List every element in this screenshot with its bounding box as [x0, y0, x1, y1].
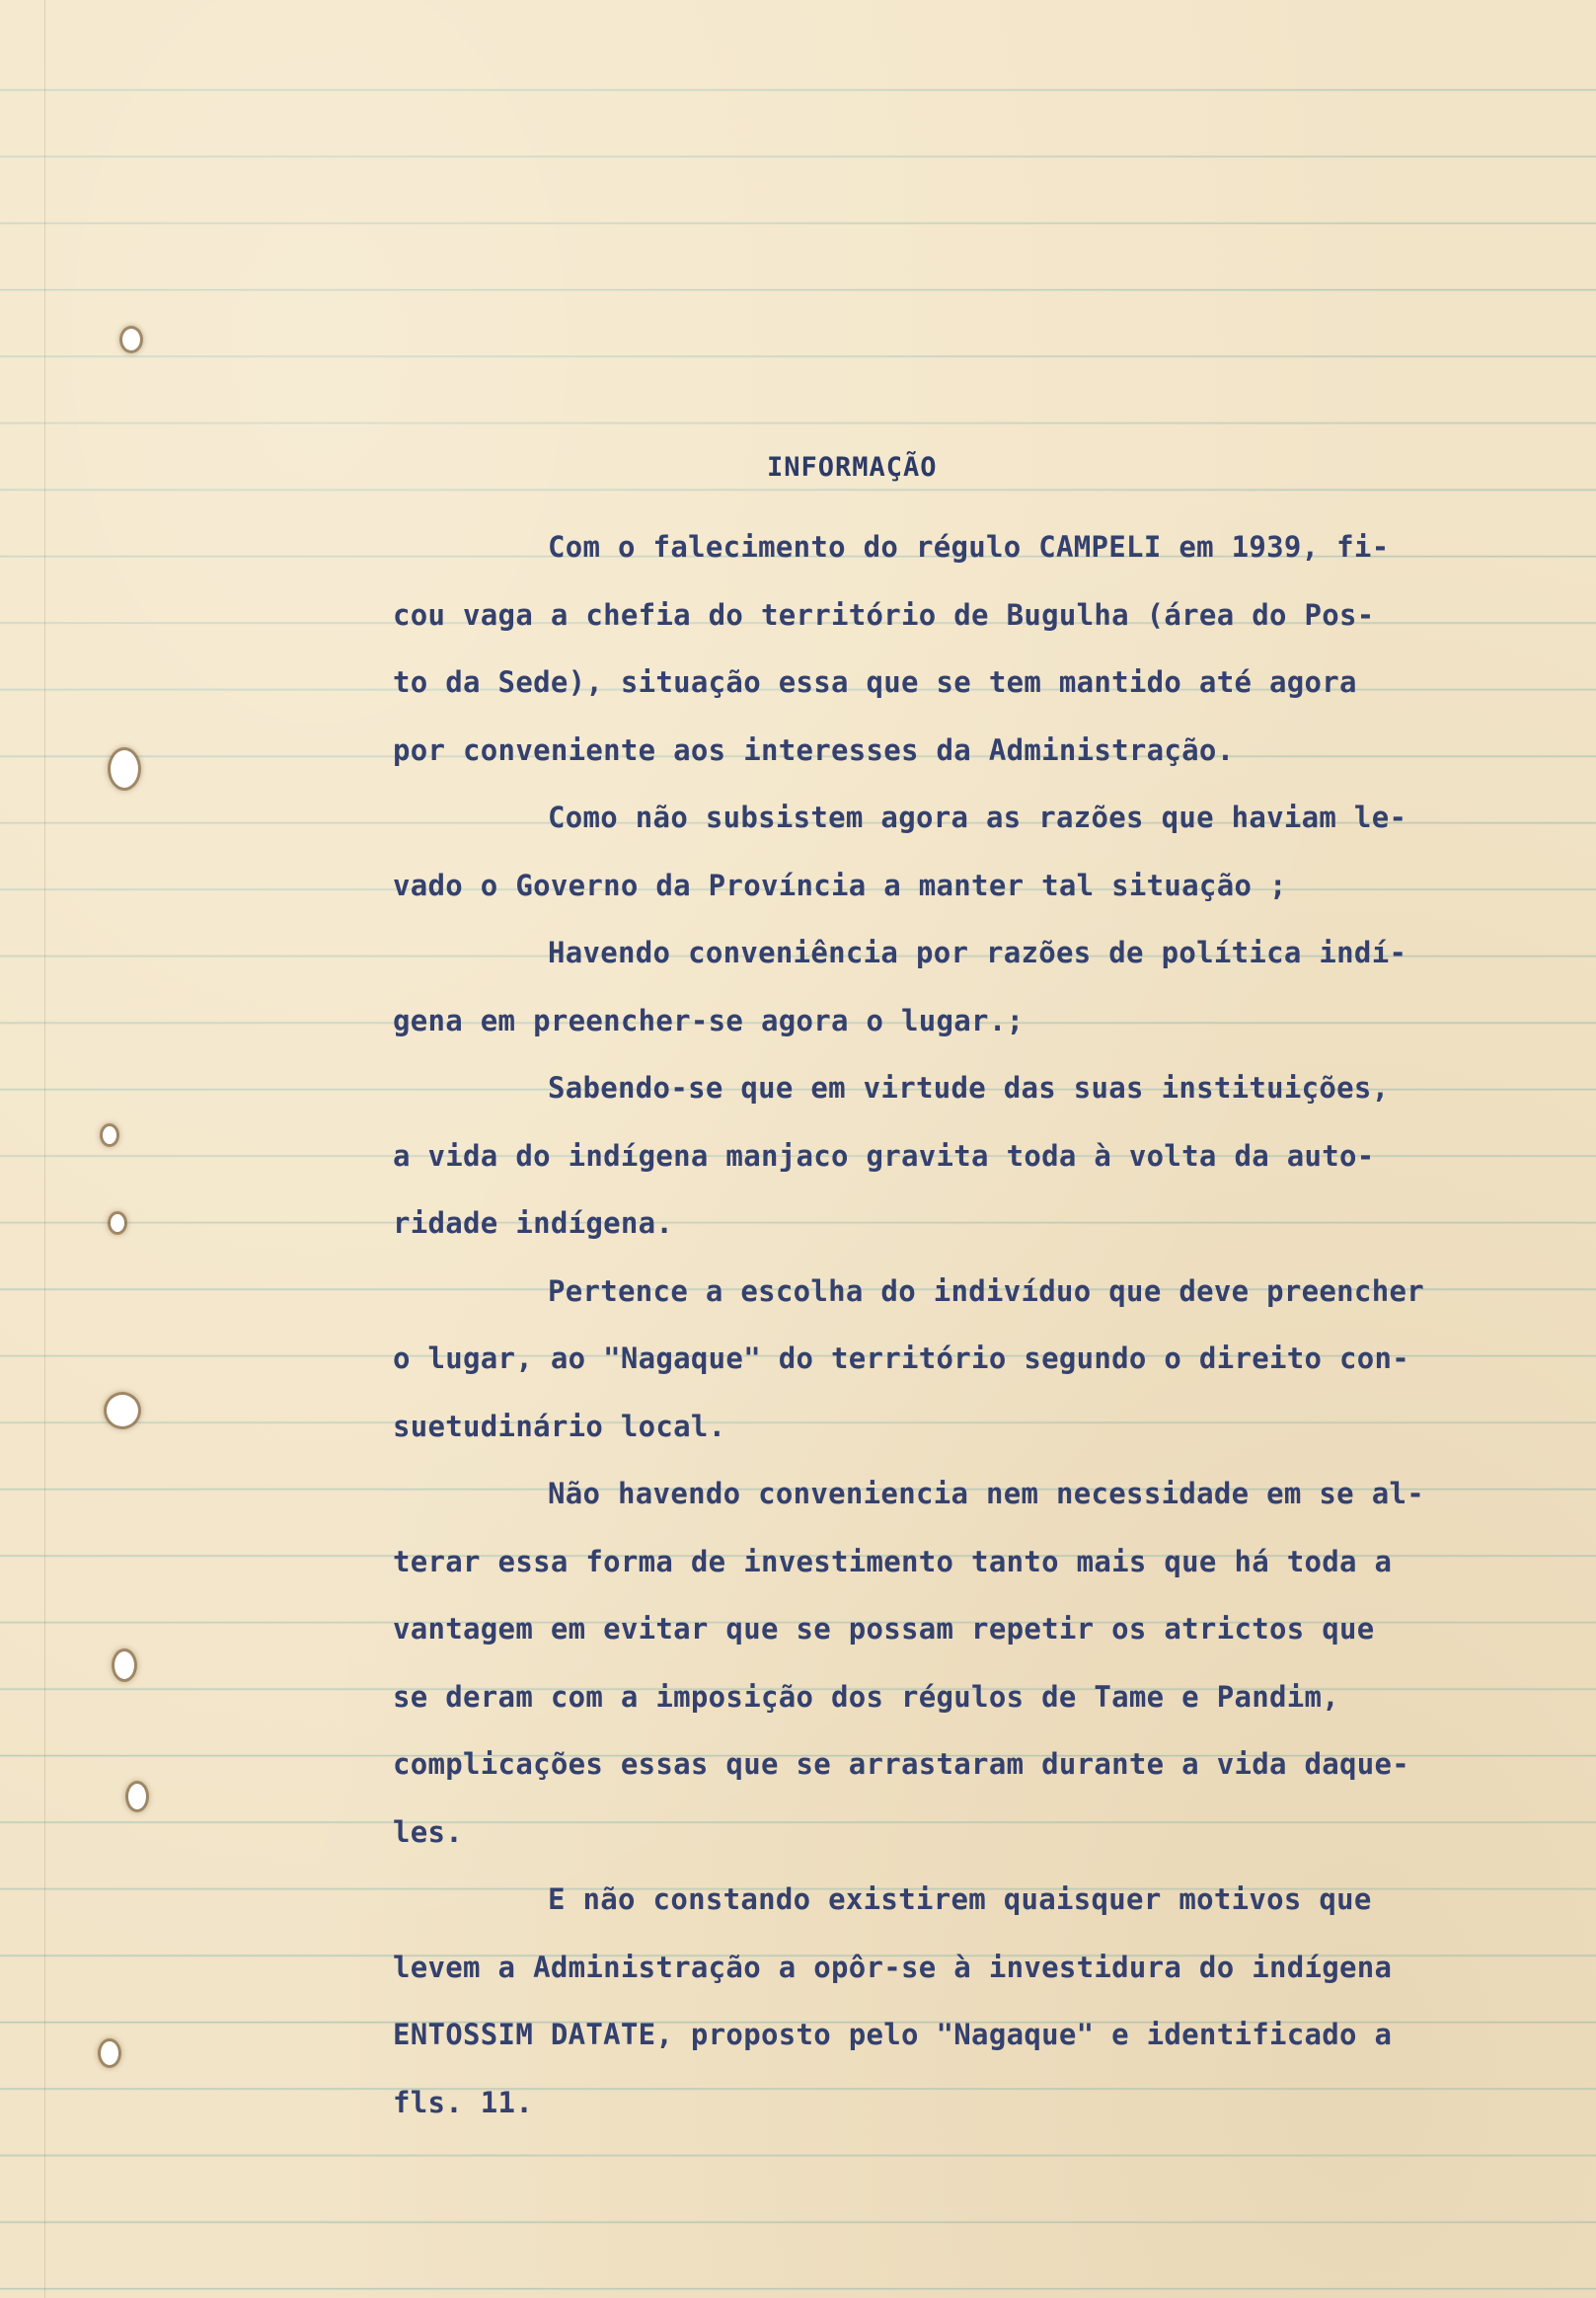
margin-line [44, 0, 45, 2298]
text-line: ridade indígena. [393, 1206, 674, 1240]
punch-hole-2 [111, 750, 138, 788]
text-line: to da Sede), situação essa que se tem mantido até agora [393, 665, 1357, 699]
document-body [393, 513, 1546, 2136]
text-line: terar essa forma de investimento tanto mais que há toda a [393, 1544, 1393, 1578]
text-line: E não constando existirem quaisquer motivos que [548, 1882, 1372, 1916]
text-line: complicações essas que se arrastaram durante a vida daque- [393, 1747, 1410, 1781]
text-line: Com o falecimento do régulo CAMPELI em 1939, fi- [548, 530, 1390, 564]
punch-hole-3 [103, 1126, 116, 1144]
document-heading: INFORMAÇÃO [767, 452, 938, 483]
text-line: vantagem em evitar que se possam repetir os atrictos que [393, 1612, 1375, 1646]
text-line: Sabendo-se que em virtude das suas instituições, [548, 1071, 1390, 1105]
text-line: se deram com a imposição dos régulos de Tame e Pandim, [393, 1679, 1340, 1714]
text-line: ENTOSSIM DATATE, proposto pelo "Nagaque" e identificado a [393, 2018, 1393, 2051]
punch-hole-4 [111, 1214, 124, 1232]
text-line: Havendo conveniência por razões de política indí- [548, 936, 1407, 969]
text-line: fls. 11. [393, 2085, 534, 2119]
text-line: cou vaga a chefia do território de Bugulha (área do Pos- [393, 597, 1375, 632]
text-line: gena em preencher-se agora o lugar.; [393, 1003, 1025, 1037]
text-line: levem a Administração a opôr-se à investidura do indígena [393, 1950, 1393, 1984]
paragraph [393, 1054, 1546, 1258]
text-line: Não havendo conveniencia nem necessidade em se al- [548, 1477, 1424, 1510]
text-line: Como não subsistem agora as razões que haviam le- [548, 801, 1407, 834]
text-line: suetudinário local. [393, 1409, 726, 1443]
punch-hole-1 [122, 329, 140, 350]
text-line: a vida do indígena manjaco gravita toda à volta da auto- [393, 1138, 1375, 1173]
text-line: o lugar, ao "Nagaque" do território segundo o direito con- [393, 1341, 1410, 1375]
paragraph [393, 1460, 1546, 1866]
paragraph [393, 784, 1546, 919]
paragraph [393, 1258, 1546, 1461]
punch-hole-6 [114, 1651, 134, 1679]
text-line: por conveniente aos interesses da Administração. [393, 732, 1235, 767]
punch-hole-5 [107, 1395, 138, 1426]
punch-hole-8 [101, 2041, 118, 2065]
text-line: Pertence a escolha do indivíduo que deve preencher [548, 1273, 1424, 1308]
punch-hole-7 [128, 1784, 146, 1809]
text-line: vado o Governo da Província a manter tal situação ; [393, 868, 1287, 902]
text-line: les. [393, 1814, 464, 1849]
paragraph [393, 1866, 1546, 2136]
paragraph [393, 513, 1546, 784]
paragraph [393, 919, 1546, 1054]
